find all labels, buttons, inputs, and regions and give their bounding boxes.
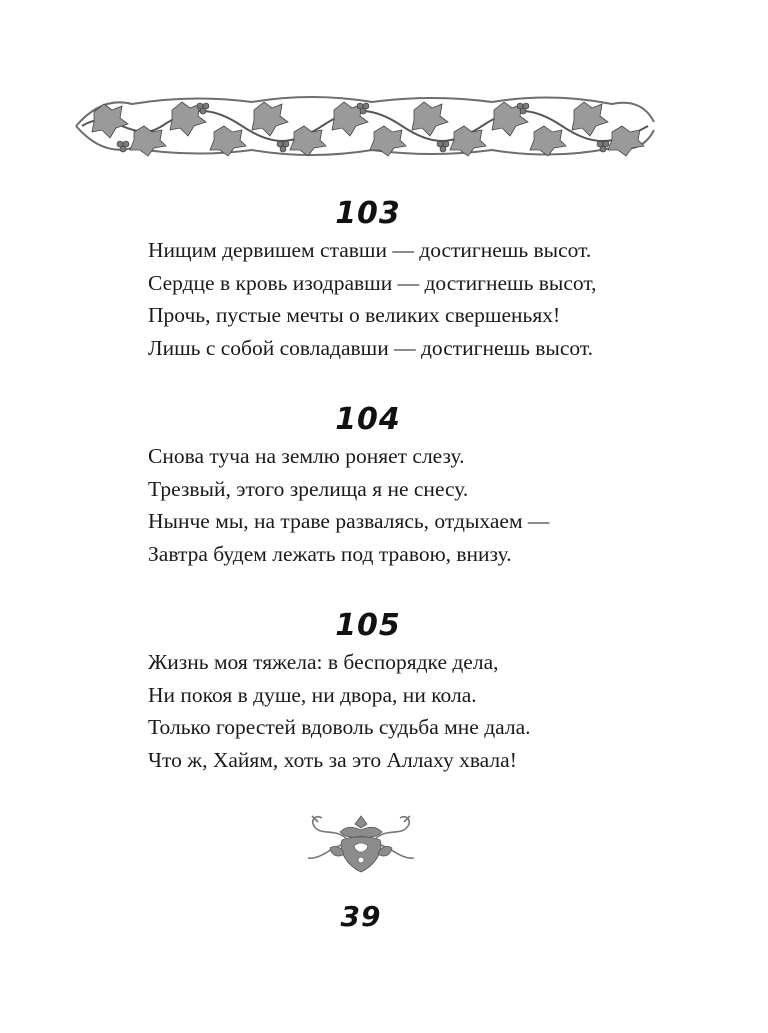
floral-ornament-icon — [300, 808, 422, 880]
poem-104 — [148, 402, 688, 570]
poem-line: Ни покоя в душе, ни двора, ни кола. — [148, 682, 477, 707]
poem-line: Жизнь моя тяжела: в беспорядке дела, — [148, 650, 499, 674]
poem-number: 103 — [335, 196, 401, 231]
poem-line: Прочь, пустые мечты о великих свершеньях! — [148, 303, 561, 327]
poem-line: Сердце в кровь изодравши — достигнешь высот, — [148, 270, 597, 295]
poem-line: Что ж, Хайям, хоть за это Аллаху хвала! — [148, 747, 517, 772]
page-number: 39 — [340, 900, 382, 933]
poem-105 — [148, 608, 688, 776]
poem-number: 104 — [335, 402, 401, 437]
poem-line: Нищим дервишем ставши — достигнешь высот. — [148, 238, 592, 262]
poem-line: Нынче мы, на траве развалясь, отдыхаем — — [148, 509, 550, 533]
poem-number: 105 — [335, 608, 401, 643]
grapevine-border-icon — [72, 92, 658, 160]
poem-line: Трезвый, этого зрелища я не снесу. — [148, 476, 469, 501]
poem-103 — [148, 196, 688, 364]
poem-line: Только горестей вдоволь судьба мне дала. — [148, 715, 531, 739]
poem-line: Завтра будем лежать под травою, внизу. — [148, 541, 512, 566]
poem-line: Снова туча на землю роняет слезу. — [148, 444, 465, 468]
poem-line: Лишь с собой совладавши — достигнешь высот. — [148, 335, 594, 360]
